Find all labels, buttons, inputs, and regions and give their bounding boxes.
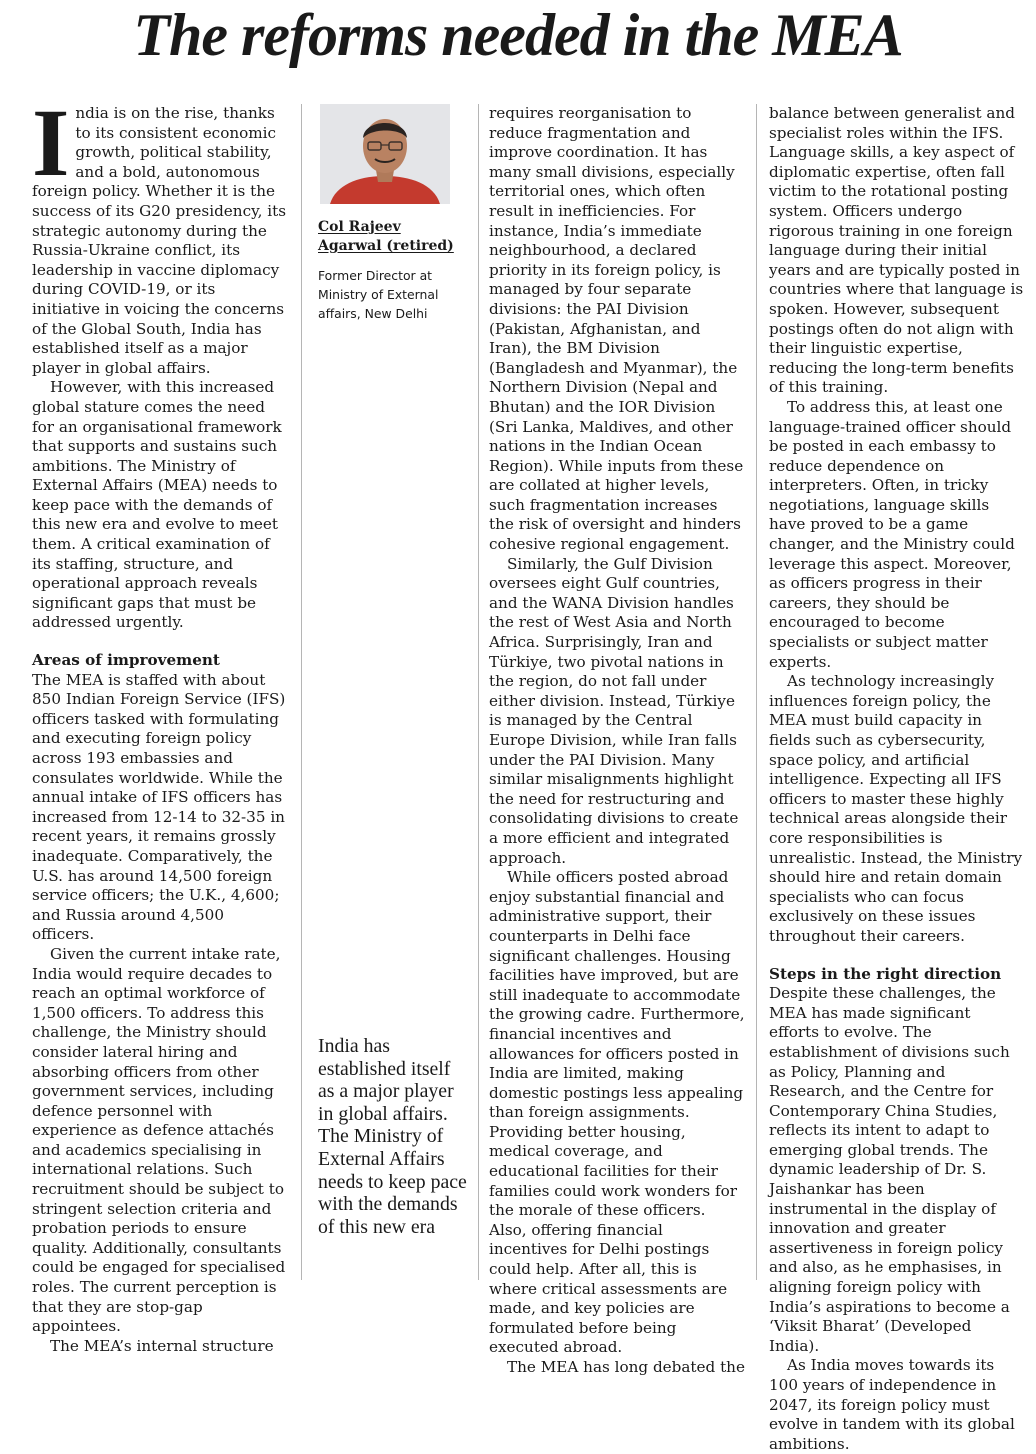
author-role: Former Director at Ministry of External affairs, New Delhi bbox=[318, 268, 439, 321]
paragraph: The MEA’s internal structure bbox=[50, 1336, 274, 1355]
paragraph: To address this, at least one language-trained officer should be posted in each embassy to reduce dependence on interpreters. Often, in tricky negotiations, language skills have proved to be a game changer, and the Ministry could leverage this aspect. Moreover, as officers progress in their careers, they should be encouraged to become specialists or subject matter experts. bbox=[769, 397, 1015, 671]
author-photo bbox=[320, 104, 450, 204]
pull-quote: India has established itself as a major player in global affairs. The Ministry of External Affairs needs to keep pace with the demands of this new era bbox=[318, 1035, 467, 1238]
author-name: Col Rajeev Agarwal (retired) bbox=[318, 219, 454, 254]
headline: The reforms needed in the MEA bbox=[133, 2, 903, 68]
article-column-3 bbox=[489, 104, 745, 1376]
paragraph: While officers posted abroad enjoy substantial financial and administrative support, their counterparts in Delhi face significant challenges. Housing facilities have improved, but are still inadequate to accommodate the growing cadre. Furthermore, financial incentives and allowances for officers posted in India are limited, making domestic postings less appealing than foreign assignments. Providing better housing, medical coverage, and educational facilities for their families could work wonders for the morale of these officers. Also, offering financial incentives for Delhi postings could help. After all, this is where critical assessments are made, and key policies are formulated before being executed abroad. bbox=[489, 868, 745, 1357]
paragraph: The MEA has long debated the bbox=[507, 1358, 745, 1376]
paragraph: Given the current intake rate, India would require decades to reach an optimal workforce of 1,500 officers. To address this challenge, the Ministry should consider lateral hiring and absorbing officers from other government services, including defence personnel with experience as defence attachés and academics specialising in international relations. Such recruitment should be subject to stringent selection criteria and probation periods to ensure quality. Additionally, consultants could be engaged for specialised roles. The current perception is that they are stop-gap appointees. bbox=[32, 944, 286, 1336]
paragraph: The MEA is staffed with about 850 Indian Foreign Service (IFS) officers tasked with formulating and executing foreign policy across 193 embassies and consulates worldwide. While the annual intake of IFS officers has increased from 12-14 to 32-35 in recent years, it remains grossly inadequate. Comparatively, the U.S. has around 14,500 foreign service officers; the U.K., 4,600; and Russia around 4,500 officers. bbox=[32, 670, 286, 944]
section-heading: Steps in the right direction bbox=[769, 964, 1002, 983]
paragraph: balance between generalist and specialist roles within the IFS. Language skills, a key aspect of diplomatic expertise, often fall victim to the rotational posting system. Officers undergo rigorous training in one foreign language during their initial years and are typically posted in countries where that language is spoken. However, subsequent postings often do not align with their linguistic expertise, reducing the long-term benefits of this training. bbox=[769, 104, 1024, 397]
section-heading: Areas of improvement bbox=[32, 651, 220, 670]
author-portrait-image bbox=[320, 104, 450, 204]
column-divider bbox=[756, 104, 757, 1280]
paragraph: Despite these challenges, the MEA has made significant efforts to evolve. The establishment of divisions such as Policy, Planning and Research, and the Centre for Contemporary China Studies, reflects its intent to adapt to emerging global trends. The dynamic leadership of Dr. S. Jaishankar has been instrumental in the display of innovation and greater assertiveness in foreign policy and also, as he emphasises, in aligning foreign policy with India’s aspirations to become a ‘Viksit Bharat’ (Developed India). bbox=[769, 984, 1010, 1355]
column-divider bbox=[301, 104, 302, 1280]
paragraph: However, with this increased global stature comes the need for an organisational framework that supports and sustains such ambitions. The Ministry of External Affairs (MEA) needs to keep pace with the demands of this new era and evolve to meet them. A critical examination of its staffing, structure, and operational approach reveals significant gaps that must be addressed urgently. bbox=[32, 378, 282, 632]
article-column-4 bbox=[769, 104, 1025, 1453]
paragraph: requires reorganisation to reduce fragmentation and improve coordination. It has many small divisions, especially territorial ones, which often result in inefficiencies. For instance, India’s immediate neighbourhood, a declared priority in its foreign policy, is managed by four separate divisions: the PAI Division (Pakistan, Afghanistan, and Iran), the BM Division (Bangladesh and Myanmar), the Northern Division (Nepal and Bhutan) and the IOR Division (Sri Lanka, Maldives, and other nations in the Indian Ocean Region). While inputs from these are collated at higher levels, such fragmentation increases the risk of oversight and hinders cohesive regional engagement. bbox=[489, 104, 744, 554]
paragraph: As India moves towards its 100 years of independence in 2047, its foreign policy must evolve in tandem with its global ambitions. bbox=[769, 1356, 1015, 1453]
paragraph: Similarly, the Gulf Division oversees eight Gulf countries, and the WANA Division handles the rest of West Asia and North Africa. Surprisingly, Iran and Türkiye, two pivotal nations in the region, do not fall under either division. Instead, Türkiye is managed by the Central Europe Division, while Iran falls under the PAI Division. Many similar misalignments highlight the need for restructuring and consolidating divisions to create a more efficient and integrated approach. bbox=[489, 554, 739, 867]
article-column-1 bbox=[32, 89, 287, 1355]
paragraph: India is on the rise, thanks to its consistent economic growth, political stability, and a bold, autonomous foreign policy. Whether it is the success of its G20 presidency, its strategic autonomy during the Russia-Ukraine conflict, its leadership in vaccine diplomacy during COVID-19, or its initiative in voicing the concerns of the Global South, India has established itself as a major player in global affairs. bbox=[32, 89, 287, 377]
column-divider bbox=[478, 104, 479, 1280]
paragraph: As technology increasingly influences foreign policy, the MEA must build capacity in fields such as cybersecurity, space policy, and artificial intelligence. Expecting all IFS officers to master these highly technical areas alongside their core responsibilities is unrealistic. Instead, the Ministry should hire and retain domain specialists who can focus exclusively on these issues throughout their careers. bbox=[769, 672, 1023, 945]
drop-cap: I bbox=[32, 89, 70, 196]
